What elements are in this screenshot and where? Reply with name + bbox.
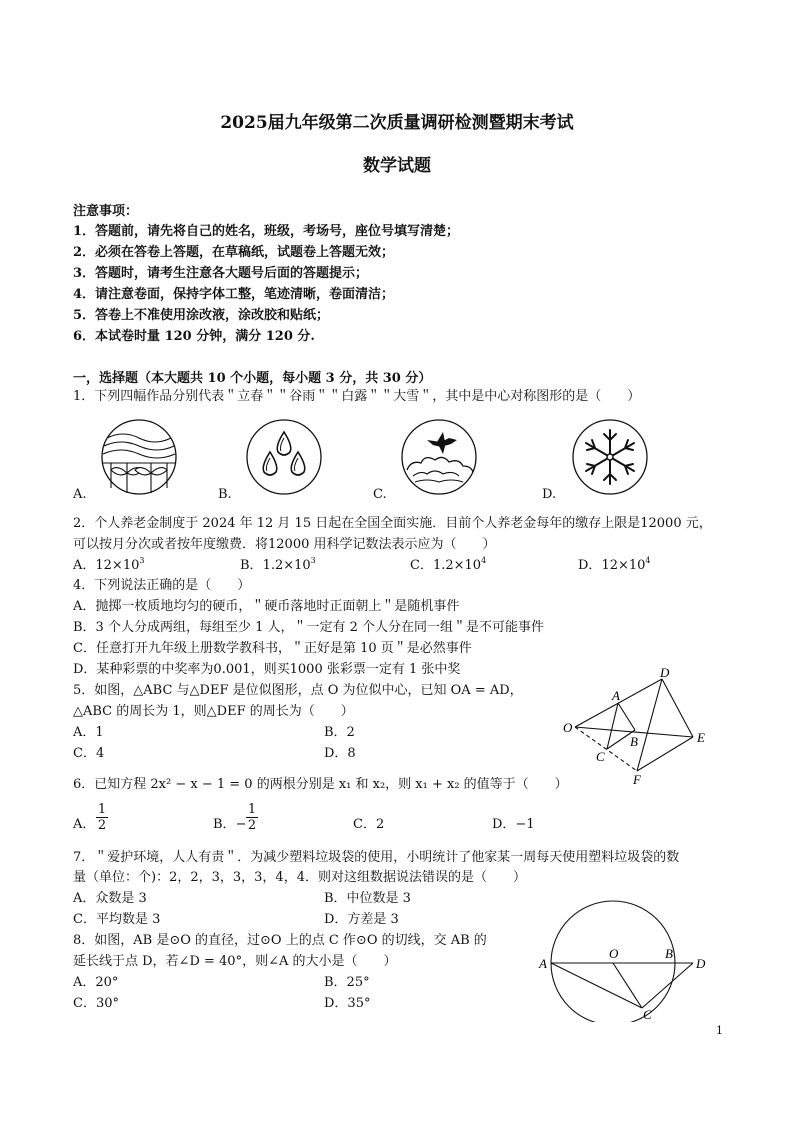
q6-option-c: C．2	[353, 817, 385, 832]
notes-heading: 注意事项：	[73, 204, 139, 219]
q2-line1: 2．个人养老金制度于 2024 年 12 月 15 日起在全国全面实施．目前个人养老金每年的缴存上限是12000 元，	[73, 516, 712, 531]
q4-option-a: A．抛掷一枚质地均匀的硬币，＂硬币落地时正面朝上＂是随机事件	[73, 599, 460, 614]
q2-option-b: B．$1.2\times 10^3$	[240, 556, 316, 573]
q2-line2: 可以按月分次或者按年度缴费．将12000 用科学记数法表示应为（ ）	[73, 537, 496, 552]
exam-subtitle: 数学试题	[363, 156, 431, 176]
note-item: 5．答卷上不准使用涂改液，涂改胶和贴纸；	[73, 308, 330, 323]
q5-option-d: D．8	[324, 746, 356, 761]
q5-line2: △ABC 的周长为 1，则△DEF 的周长为（ ）	[73, 704, 354, 719]
q8-line2: 延长线于点 D，若∠D = 40°，则∠A 的大小是（ ）	[73, 954, 397, 969]
q4-option-c: C．任意打开九年级上册数学教科书，＂正好是第 10 页＂是必然事件	[73, 641, 472, 656]
q8-line1: 8．如图，AB 是⊙O 的直径，过⊙O 上的点 C 作⊙O 的切线，交 AB 的	[73, 933, 487, 948]
fig-label-o: O	[563, 720, 573, 735]
fig-label-d: D	[696, 956, 706, 971]
snowflake-icon	[568, 418, 652, 496]
q7-option-b: B．中位数是 3	[324, 891, 411, 906]
fig-label-o: O	[609, 946, 619, 961]
q6-option-a-fraction: $\frac{1}{2}$	[97, 802, 107, 833]
q1-option-c: C.	[373, 487, 387, 502]
fig-label-e: E	[697, 730, 705, 745]
fig-label-a: A	[612, 688, 620, 703]
rain-drops-icon	[242, 418, 326, 496]
q7-option-c: C．平均数是 3	[73, 912, 161, 927]
homothety-figure	[560, 665, 720, 790]
q5-option-c: C．4	[73, 746, 105, 761]
q4-option-b: B．3 个人分成两组，每组至少 1 人，＂一定有 2 个人分在同一组＂是不可能事件	[73, 620, 545, 635]
q6-option-b-label: B．−	[213, 817, 247, 832]
q5-line1: 5．如图，△ABC 与△DEF 是位似图形，点 O 为位似中心，已知 OA = AD，	[73, 683, 523, 698]
q2-option-c: C．$1.2\times 10^4$	[410, 556, 487, 573]
fig-label-b: B	[630, 734, 638, 749]
note-item: 3．答题时，请考生注意各大题号后面的答题提示；	[73, 266, 369, 281]
q2-option-d: D．$12\times 10^4$	[578, 556, 651, 573]
q1-stem: 1．下列四幅作品分别代表＂立春＂＂谷雨＂＂白露＂＂大雪＂，其中是中心对称图形的是（ ）	[73, 389, 641, 404]
q1-option-a: A.	[73, 487, 87, 502]
exam-title: 2025届九年级第二次质量调研检测暨期末考试	[220, 113, 574, 133]
note-item: 1．答题前，请先将自己的姓名，班级，考场号，座位号填写清楚；	[73, 224, 460, 239]
q2-option-a: A．$12\times 10^3$	[73, 556, 145, 573]
note-item: 6．本试卷时量 120 分钟，满分 120 分.	[73, 329, 315, 344]
note-item: 4．请注意卷面，保持字体工整，笔迹清晰，卷面清洁；	[73, 287, 395, 302]
fig-label-c: C	[643, 1007, 652, 1022]
fig-label-c: C	[596, 749, 605, 764]
q6-stem: 6．已知方程 2x² − x − 1 = 0 的两根分别是 x₁ 和 x₂，则 x₁ + x₂ 的值等于（ ）	[73, 777, 568, 792]
q7-option-a: A．众数是 3	[73, 891, 147, 906]
q1-option-d: D.	[542, 487, 557, 502]
q7-line2: 量（单位：个)：2，2，3，3，3，4，4．则对这组数据说法错误的是（ ）	[73, 870, 526, 885]
bird-cloud-icon	[397, 418, 481, 496]
q8-option-c: C．30°	[73, 996, 119, 1011]
q4-stem: 4．下列说法正确的是（ ）	[73, 578, 251, 593]
note-item: 2．必须在答卷上答题，在草稿纸，试题卷上答题无效；	[73, 245, 395, 260]
q6-option-b-fraction: $\frac{1}{2}$	[247, 802, 257, 833]
fig-label-f: F	[633, 772, 641, 787]
section-heading: 一，选择题（本大题共 10 个小题，每小题 3 分，共 30 分）	[73, 371, 432, 386]
fig-label-a: A	[539, 956, 547, 971]
fig-label-b: B	[665, 946, 673, 961]
q5-option-b: B．2	[324, 725, 355, 740]
q7-line1: 7．＂爱护环境，人人有责＂．为减少塑料垃圾袋的使用，小明统计了他家某一周每天使用塑料垃圾袋的数	[73, 850, 680, 865]
circle-tangent-figure	[535, 900, 715, 1022]
q8-option-a: A．20°	[73, 975, 119, 990]
q4-option-d: D．某种彩票的中奖率为0.001，则买1000 张彩票一定有 1 张中奖	[73, 662, 461, 677]
q7-option-d: D．方差是 3	[324, 912, 399, 927]
fig-label-d: D	[660, 665, 670, 680]
spring-tree-icon	[93, 418, 185, 496]
page-number: 1	[716, 1024, 723, 1037]
q8-option-b: B．25°	[324, 975, 370, 990]
q8-option-d: D．35°	[324, 996, 371, 1011]
q6-option-d: D．−1	[492, 817, 535, 832]
q5-option-a: A．1	[73, 725, 104, 740]
q1-option-b: B.	[218, 487, 232, 502]
q6-option-a-label: A．	[73, 817, 96, 832]
